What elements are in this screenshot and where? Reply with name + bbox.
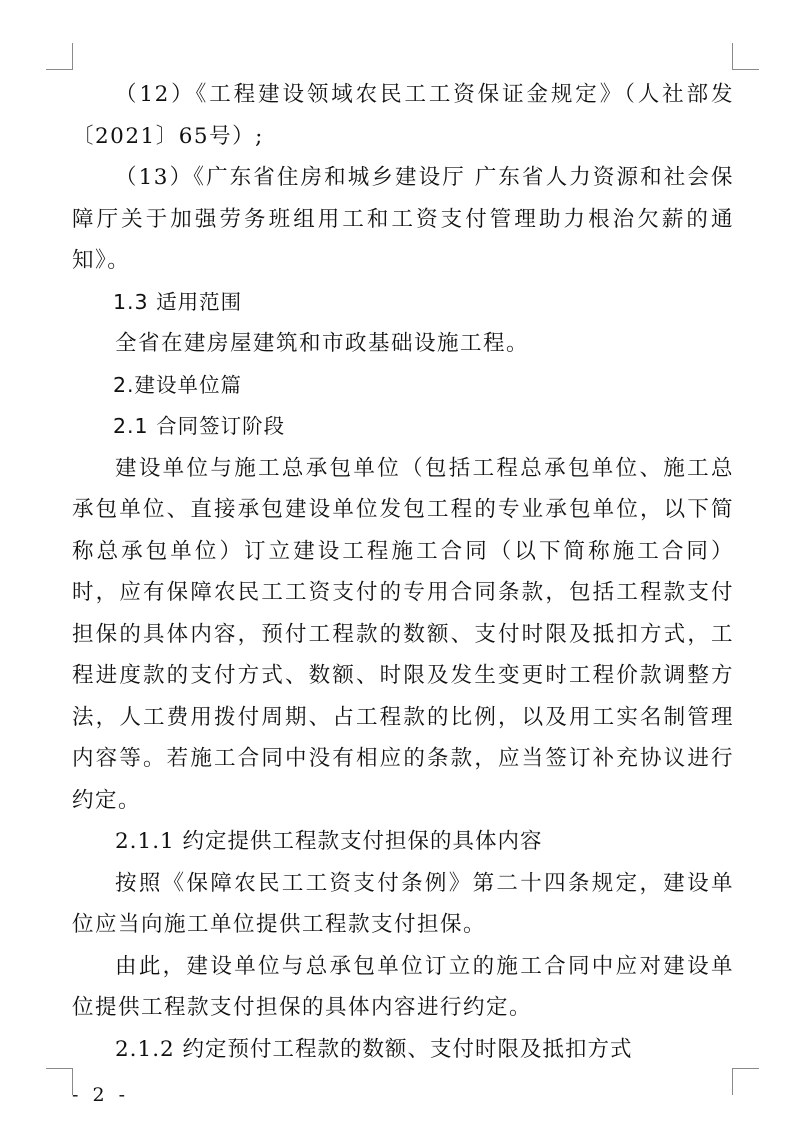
- heading-scope: 1.3 适用范围: [113, 289, 243, 314]
- crop-mark-top-left: [46, 43, 73, 70]
- heading-construction-unit: 2.建设单位篇: [113, 372, 243, 397]
- document-body: [72, 74, 734, 1070]
- paragraph-guarantee-contract: 由此，建设单位与总承包单位订立的施工合同中应对建设单位提供工程款支付担保的具体内容进行约定。: [72, 953, 734, 1020]
- page-number: - 2 -: [72, 1084, 130, 1106]
- paragraph-contract-stage: 建设单位与施工总承包单位（包括工程总承包单位、施工总承包单位、直接承包建设单位发包工程的专业承包单位，以下简称总承包单位）订立建设工程施工合同（以下简称施工合同）时，应有保障农民工工资支付的专用合同条款，包括工程款支付担保的具体内容，预付工程款的数额、支付时限及抵扣方式，工程进度款的支付方式、数额、时限及发生变更时工程价款调整方法，人工费用拨付周期、占工程款的比例，以及用工实名制管理内容等。若施工合同中没有相应的条款，应当签订补充协议进行约定。: [72, 455, 734, 813]
- paragraph-regulation-12: （12）《工程建设领域农民工工资保证金规定》（人社部发〔2021〕65号）;: [72, 82, 734, 149]
- subheading-payment-guarantee: 2.1.1 约定提供工程款支付担保的具体内容: [115, 829, 543, 854]
- crop-mark-top-right: [732, 43, 759, 70]
- paragraph-guarantee-regulation: 按照《保障农民工工资支付条例》第二十四条规定，建设单位应当向施工单位提供工程款支付担保。: [72, 870, 734, 937]
- subheading-advance-payment: 2.1.2 约定预付工程款的数额、支付时限及抵扣方式: [115, 1036, 633, 1062]
- paragraph-regulation-13: （13）《广东省住房和城乡建设厅 广东省人力资源和社会保障厅关于加强劳务班组用工和工资支付管理助力根治欠薪的通知》。: [72, 165, 734, 273]
- paragraph-scope: 全省在建房屋建筑和市政基础设施工程。: [115, 331, 530, 356]
- heading-contract-stage: 2.1 合同签订阶段: [113, 414, 286, 438]
- crop-mark-bottom-left: [46, 1068, 73, 1095]
- crop-mark-bottom-right: [732, 1068, 759, 1095]
